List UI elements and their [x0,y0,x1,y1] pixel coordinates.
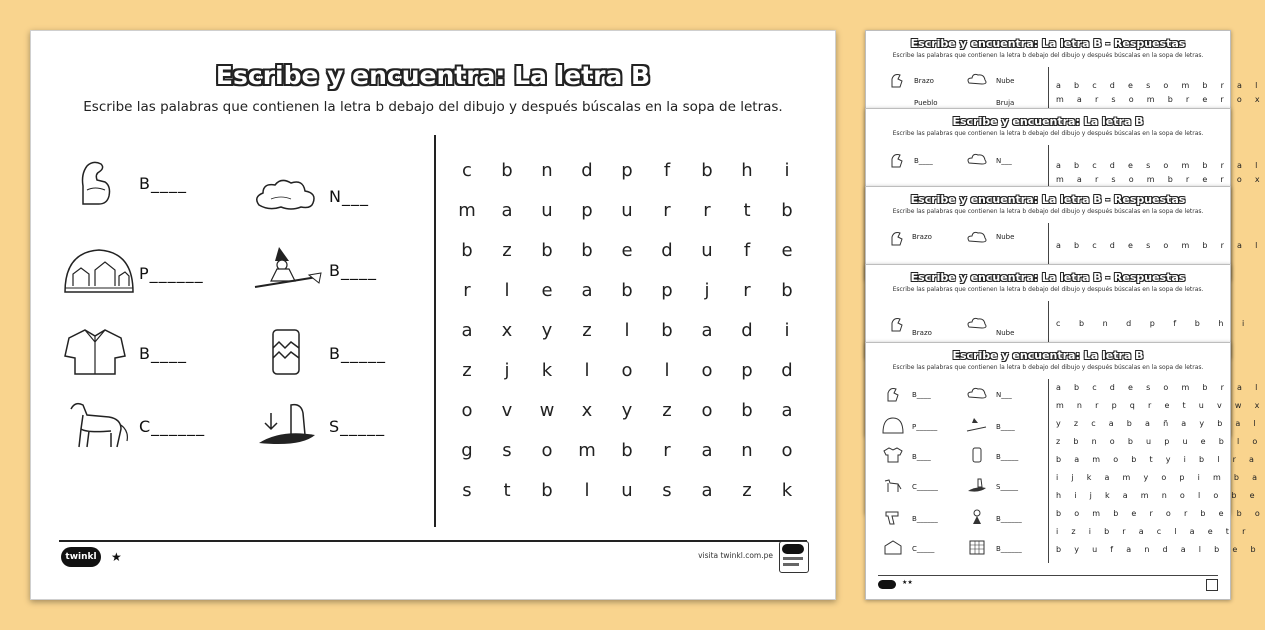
grid-cell[interactable]: c [462,160,472,181]
cloud-icon [966,315,988,331]
grid-cell[interactable]: y [541,320,553,341]
thumbnail-grid-row: m a r s o m b r e r o x [1056,95,1265,104]
grid-cell[interactable]: t [503,480,511,501]
thumbnail-word: Nube [996,77,1015,85]
thumbnail-word: B______ [912,515,938,523]
grid-row [447,471,827,511]
grid-cell[interactable]: r [743,280,751,301]
witch-icon [966,417,988,433]
grid-cell[interactable]: a [581,280,593,301]
grid-cell[interactable]: m [578,440,596,461]
grid-cell[interactable]: u [621,480,633,501]
grid-cell[interactable]: r [463,280,471,301]
grid-cell[interactable]: a [701,440,713,461]
arm-icon [886,151,908,167]
visit-link: visita twinkl.com.pe [698,551,773,560]
grid-cell[interactable]: x [501,320,513,341]
grid-row [447,391,827,431]
grid-cell[interactable]: d [661,240,673,261]
grid-cell[interactable]: k [781,480,793,501]
grid-cell[interactable]: f [663,160,671,181]
thumbnail-word: Pueblo [914,99,938,107]
arm-icon [886,229,908,245]
grid-cell[interactable]: o [701,400,713,421]
grid-cell[interactable]: d [781,360,793,381]
thumbnail-grid-row: a b c d e s o m b r a l [1056,241,1263,250]
thumbnail-grid-row: c b n d p f b h i [1056,319,1253,328]
grid-cell[interactable]: w [539,400,555,421]
worksheet-main [30,30,836,600]
thumbnail-grid-row: z b n o b u p u e b l o [1056,437,1263,446]
grid-row [447,311,827,351]
grid-cell[interactable]: x [581,400,593,421]
grid-cell[interactable]: k [541,360,553,381]
grid-cell[interactable]: j [704,280,710,301]
grid-cell[interactable]: y [621,400,633,421]
grid-cell[interactable]: e [781,240,793,261]
thumbnail-word: Nube [996,233,1015,241]
grid-cell[interactable]: e [621,240,633,261]
grid-cell[interactable]: z [462,360,472,381]
grid-cell[interactable]: o [541,440,553,461]
footer-line [59,540,807,542]
thumbnail-word: B____ [912,453,931,461]
thumbnail-title: Escribe y encuentra: La letra B [952,115,1144,128]
grid-cell[interactable]: p [741,360,753,381]
star-icon: ★★ [902,579,913,586]
thumbnail-grid-row: y z c a b a ñ a y b a l [1056,419,1261,428]
thumbnail-grid-row: a b c d e s o m b r a l [1056,81,1263,90]
thumbnail-word: S_____ [996,483,1018,491]
thumbnail-word: B____ [996,423,1015,431]
grid-cell[interactable]: z [502,240,512,261]
grid-row [447,351,827,391]
grid-cell[interactable]: l [504,280,510,301]
grid-cell[interactable]: b [541,480,553,501]
thumbnail-word: Brazo [912,233,932,241]
word-blank: N___ [329,187,369,206]
grid-cell[interactable]: b [501,160,513,181]
thumbnail-word: B______ [996,545,1022,553]
thumbnail-subtitle: Escribe las palabras que contienen la letra b debajo del dibujo y después búscalas en la sopa de letras. [892,364,1204,371]
grid-cell[interactable]: b [781,200,793,221]
shirt-icon [61,326,133,376]
witch-icon [251,243,323,293]
grid-cell[interactable]: p [661,280,673,301]
thumbnail-word: N___ [996,391,1012,399]
shirt-icon [882,447,904,463]
quality-badge-icon [779,541,809,573]
cloud-icon [966,385,988,401]
thumbnail-grid-row: m n r p q r e t u v w x [1056,401,1265,410]
grid-cell[interactable]: e [541,280,553,301]
grid-row [447,231,827,271]
scarf-icon [882,509,904,525]
cloud-icon [251,169,323,219]
grid-cell[interactable]: b [701,160,713,181]
village-icon [61,246,133,296]
grid-cell[interactable]: s [662,480,672,501]
thumbnail-title: Escribe y encuentra: La letra B - Respuestas [910,271,1186,284]
horse-icon [61,399,133,449]
grid-cell[interactable]: a [781,400,793,421]
word-search-grid [447,151,827,511]
grid-cell[interactable]: a [701,320,713,341]
arm-icon [886,71,908,87]
worksheet-title: Escribe y encuentra: La letra B [215,61,651,90]
grid-cell[interactable]: r [663,200,671,221]
grid-cell[interactable]: a [701,480,713,501]
arm-icon [61,156,133,206]
grid-cell[interactable]: a [501,200,513,221]
thumbnail-grid-row: a b c d e s o m b r a l [1056,383,1263,392]
shadow-icon [251,399,323,449]
thumbnail-subtitle: Escribe las palabras que contienen la letra b debajo del dibujo y después búscalas en la sopa de letras. [892,52,1204,59]
thumbnail-grid-row: i z i b r a c l a e t r [1056,527,1251,536]
thumbnail-title: Escribe y encuentra: La letra B [952,349,1144,362]
thumbnail-word: Nube [996,329,1015,337]
worksheet-instructions: Escribe las palabras que contienen la letra b debajo del dibujo y después búscalas en la sopa de letras. [83,99,783,115]
arm-icon [882,385,904,401]
grid-cell[interactable]: b [581,240,593,261]
grid-cell[interactable]: t [743,200,751,221]
grid-cell[interactable]: p [621,160,633,181]
thumbnail-title: Escribe y encuentra: La letra B - Respuestas [910,37,1186,50]
grid-cell[interactable]: i [784,320,790,341]
thumbnail-word: P______ [912,423,938,431]
thumbnail-word: N___ [996,157,1012,165]
grid-cell[interactable]: f [743,240,751,261]
can-icon [251,326,323,376]
thumbnail-grid-row: b o m b e r o r b e b o [1056,509,1265,518]
grid-cell[interactable]: h [741,160,753,181]
divider-line [434,135,436,527]
grid-cell[interactable]: g [461,440,473,461]
word-blank: B____ [329,261,377,280]
grid-cell[interactable]: p [581,200,593,221]
grid-cell[interactable]: z [662,400,672,421]
grid-cell[interactable]: z [582,320,592,341]
word-blank: B_____ [329,344,386,363]
house-icon [882,539,904,555]
grid-cell[interactable]: b [541,240,553,261]
word-blank: S_____ [329,417,386,436]
word-blank: B____ [139,344,187,363]
grid-cell[interactable]: i [784,160,790,181]
grid-cell[interactable]: l [624,320,630,341]
thumbnail-grid-row: i j k a m y o p i m b a [1056,473,1263,482]
village-icon [882,417,904,433]
grid-cell[interactable]: d [581,160,593,181]
thumbnail-footer-line [878,575,1218,576]
thumbnail-subtitle: Escribe las palabras que contienen la letra b debajo del dibujo y después búscalas en la sopa de letras. [892,208,1204,215]
thumbnail-word: B_____ [996,453,1019,461]
thumbnail-word: B______ [996,515,1022,523]
grid-cell[interactable]: o [701,360,713,381]
grid-cell[interactable]: l [584,480,590,501]
thumbnail-divider [1048,379,1049,563]
building-icon [966,539,988,555]
thumbnail-word: C______ [912,483,938,491]
thumbnail-word: B____ [914,157,933,165]
word-blank: P______ [139,264,204,283]
grid-cell[interactable]: o [621,360,633,381]
grid-row [447,191,827,231]
grid-cell[interactable]: m [458,200,476,221]
thumbnail-page-5[interactable] [865,342,1265,600]
grid-cell[interactable]: s [502,440,512,461]
thumbnail-grid-row: b y u f a n d a l b e b [1056,545,1261,554]
thumbnail-word: Bruja [996,99,1015,107]
shadow-icon [966,477,988,493]
grid-cell[interactable]: r [663,440,671,461]
thumbnail-title: Escribe y encuentra: La letra B - Respuestas [910,193,1186,206]
thumbnail-grid-row: b a m o b t y i b l r a [1056,455,1260,464]
can-icon [966,447,988,463]
grid-row [447,431,827,471]
grid-cell[interactable]: j [504,360,510,381]
thumbnail-word: C_____ [912,545,935,553]
thumbnail-grid-row: m a r s o m b r e r o x [1056,175,1265,184]
grid-cell[interactable]: v [501,400,513,421]
doll-icon [966,509,988,525]
quality-badge-icon [1206,579,1218,591]
twinkl-logo [878,580,896,589]
grid-cell[interactable]: u [621,200,633,221]
word-blank: C______ [139,417,206,436]
grid-cell[interactable]: o [461,400,473,421]
grid-cell[interactable]: s [462,480,472,501]
grid-cell[interactable]: r [703,200,711,221]
cloud-icon [966,71,988,87]
word-blank: B____ [139,174,187,193]
thumbnail-grid-row: h i j k a m n o l o b e [1056,491,1260,500]
twinkl-logo: twinkl [61,547,101,567]
horse-icon [882,477,904,493]
thumbnail-word: Brazo [914,77,934,85]
grid-cell[interactable]: z [742,480,752,501]
star-icon: ★ [111,550,122,564]
grid-cell[interactable]: a [461,320,473,341]
grid-cell[interactable]: b [661,320,673,341]
grid-cell[interactable]: b [781,280,793,301]
cloud-icon [966,229,988,245]
grid-cell[interactable]: o [781,440,793,461]
grid-cell[interactable]: n [541,160,553,181]
thumbnail-subtitle: Escribe las palabras que contienen la letra b debajo del dibujo y después búscalas en la sopa de letras. [892,130,1204,137]
thumbnail-word: B____ [912,391,931,399]
grid-row [447,271,827,311]
grid-cell[interactable]: u [701,240,713,261]
thumbnail-word: Brazo [912,329,932,337]
grid-cell[interactable]: b [461,240,473,261]
grid-cell[interactable]: b [741,400,753,421]
cloud-icon [966,151,988,167]
thumbnail-grid-row: a b c d e s o m b r a l [1056,161,1263,170]
grid-cell[interactable]: d [741,320,753,341]
grid-cell[interactable]: n [741,440,753,461]
grid-cell[interactable]: l [584,360,590,381]
grid-cell[interactable]: b [621,280,633,301]
thumbnail-subtitle: Escribe las palabras que contienen la letra b debajo del dibujo y después búscalas en la sopa de letras. [892,286,1204,293]
arm-icon [886,315,908,331]
grid-cell[interactable]: b [621,440,633,461]
grid-row [447,151,827,191]
grid-cell[interactable]: l [664,360,670,381]
grid-cell[interactable]: u [541,200,553,221]
